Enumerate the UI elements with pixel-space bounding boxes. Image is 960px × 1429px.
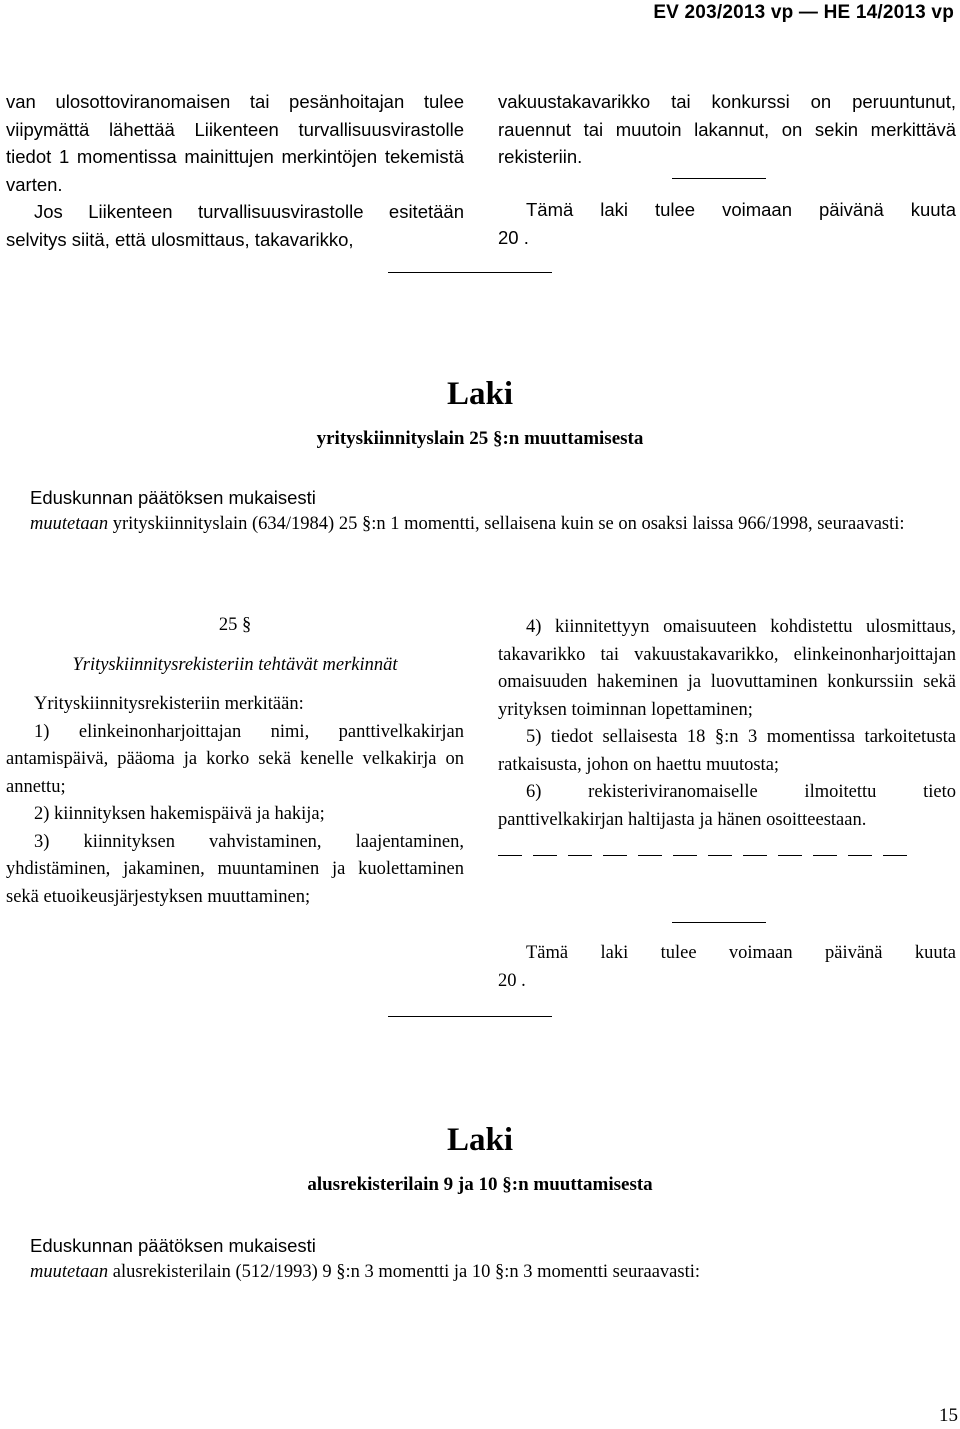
law-subtitle: yrityskiinnityslain 25 §:n muuttamisesta [316, 428, 644, 449]
list-item: 6) rekisteriviranomaiselle ilmoitettu tieto panttivelkakirjan haltijasta ja hänen osoitteestaan. [498, 782, 956, 830]
law-title: Laki [446, 1122, 514, 1158]
page-number: 15 [939, 1405, 958, 1426]
divider [388, 272, 552, 273]
enactment-text: Tämä laki tulee voimaan päivänä kuuta [526, 943, 956, 963]
top-left-column [6, 88, 464, 253]
list-item: 2) kiinnityksen hakemispäivä ja hakija; [34, 804, 325, 824]
page-header: EV 203/2013 vp — HE 14/2013 vp [653, 2, 954, 23]
amend-text: yrityskiinnityslain (634/1984) 25 §:n 1 momentti, sellaisena kuin se on osaksi laissa 966/1998, seuraavasti: [112, 514, 905, 534]
divider [672, 178, 766, 179]
omission-dashes [498, 842, 956, 870]
preamble-intro: Eduskunnan päätöksen mukaisesti [30, 487, 316, 508]
amendment-clause [6, 1259, 956, 1286]
law-subtitle: alusrekisterilain 9 ja 10 §:n muuttamisesta [307, 1174, 653, 1195]
divider [672, 922, 766, 923]
enactment-year: 20 . [498, 970, 526, 991]
list-item: Yrityskiinnitysrekisteriin merkitään: [34, 694, 304, 714]
paragraph: van ulosottoviranomaisen tai pesänhoitajan tulee viipymättä lähettää Liikenteen turvallisuusvirastolle tiedot 1 momentissa mainittujen merkintöjen tekemistä varten. [6, 91, 464, 195]
section-number: 25 § [218, 615, 252, 635]
list-item: 3) kiinnityksen vahvistaminen, laajentaminen, yhdistäminen, jakaminen, muuntaminen ja kuolettaminen sekä etuoikeusjärjestyksen muuttaminen; [6, 831, 464, 907]
amend-verb: muutetaan [30, 514, 109, 534]
section-heading [6, 652, 464, 680]
divider [388, 1016, 552, 1017]
enactment-clause [498, 196, 956, 251]
amendment-clause [6, 511, 956, 538]
amend-text: alusrekisterilain (512/1993) 9 §:n 3 momentti ja 10 §:n 3 momentti seuraavasti: [112, 1262, 701, 1282]
enactment-clause [498, 940, 956, 995]
list-item: 1) elinkeinonharjoittajan nimi, panttivelkakirjan antamispäivä, pääoma ja korko sekä kenelle velkakirja on annettu; [6, 721, 464, 797]
law-preamble [6, 1232, 956, 1286]
law1-left-column [6, 612, 464, 911]
list-item: 5) tiedot sellaisesta 18 §:n 3 momentissa tarkoitetusta ratkaisusta, johon on haettu muutosta; [498, 727, 956, 775]
law1-right-column [498, 614, 956, 870]
enactment-text: Tämä laki tulee voimaan päivänä kuuta [526, 199, 956, 220]
list-item: 4) kiinnitettyyn omaisuuteen kohdistettu ulosmittaus, takavarikko tai vakuustakavarikko, elinkeinonharjoittajan omaisuuden hakeminen ja luovuttaminen konkurssiin sekä yrityksen toiminnan lopettaminen; [498, 617, 956, 720]
enactment-year: 20 . [498, 226, 529, 248]
law-preamble [6, 484, 956, 538]
law-title: Laki [446, 376, 514, 412]
section-heading-text: Yrityskiinnitysrekisteriin tehtävät merkinnät [72, 654, 398, 675]
preamble-intro: Eduskunnan päätöksen mukaisesti [30, 1235, 316, 1256]
paragraph: vakuustakavarikko tai konkurssi on peruuntunut, rauennut tai muutoin lakannut, on sekin merkittävä rekisteriin. [498, 91, 956, 167]
paragraph: Jos Liikenteen turvallisuusvirastolle esitetään selvitys siitä, että ulosmittaus, takavarikko, [6, 201, 464, 250]
amend-verb: muutetaan [30, 1262, 109, 1282]
top-right-column [498, 88, 956, 171]
